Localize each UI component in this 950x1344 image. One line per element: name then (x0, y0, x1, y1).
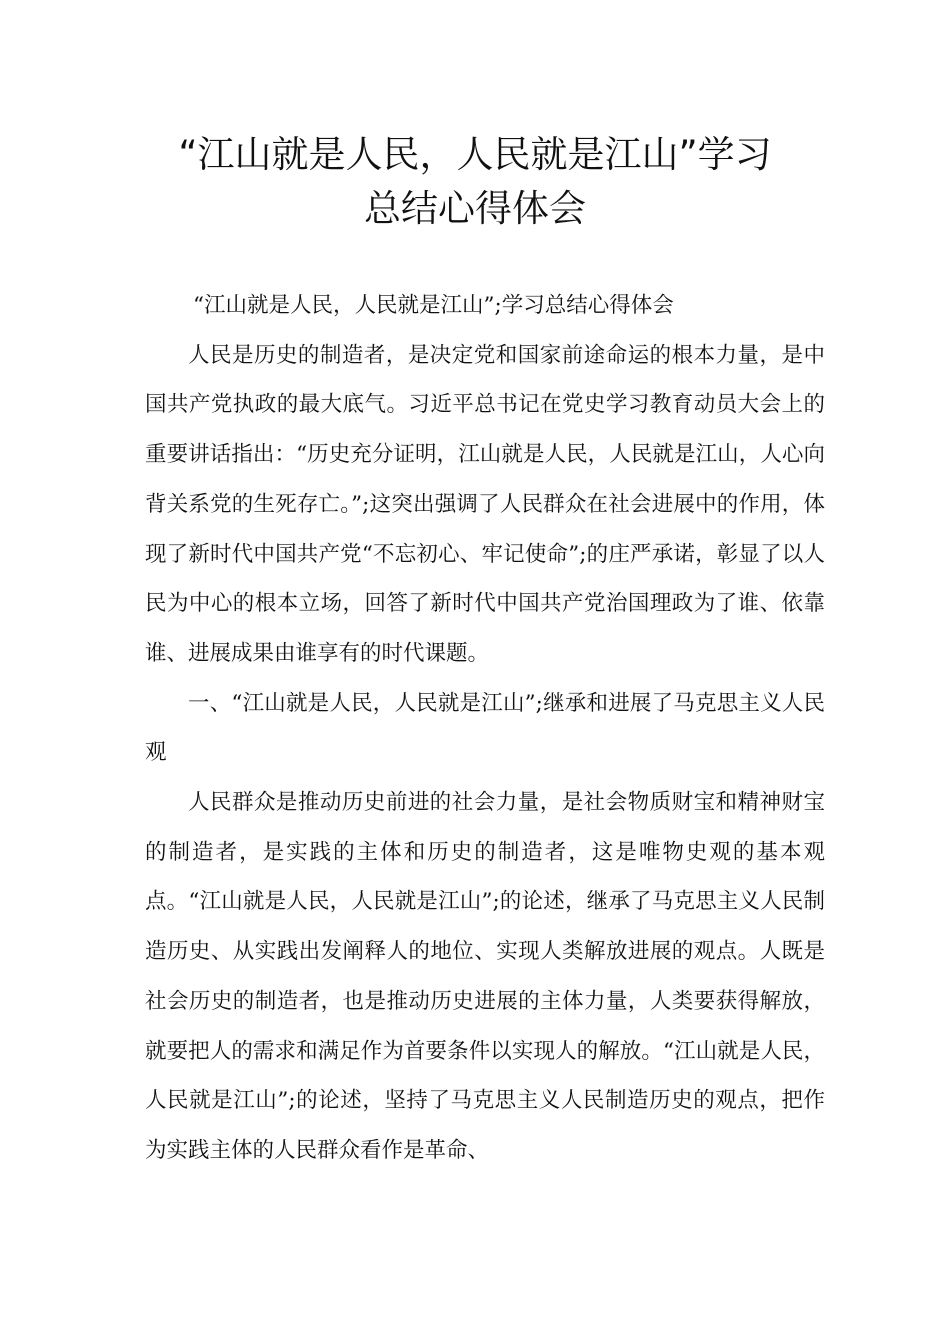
subtitle-paragraph: “江山就是人民，人民就是江山”;学习总结心得体会 (193, 293, 674, 318)
title-line-1: “江山就是人民，人民就是江山”学习 (178, 133, 772, 176)
body-paragraph-1: 人民是历史的制造者，是决定党和国家前途命运的根本力量，是中国共产党执政的最大底气。习近平总书记在党史学习教育动员大会上的重要讲话指出：“历史充分证明，江山就是人民，人民就是江山，人心向背关系党的生死存亡。”;这突出强调了人民群众在社会进展中的作用，体现了新时代中国共产党“不忘初心、牢记使命”;的庄严承诺，彰显了以人民为中心的根本立场，回答了新时代中国共产党治国理政为了谁、依靠谁、进展成果由谁享有的时代课题。 (145, 342, 825, 666)
document-body (145, 281, 825, 1176)
section-heading-1: 一、“江山就是人民，人民就是江山”;继承和进展了马克思主义人民观 (145, 690, 825, 766)
title-line-2: 总结心得体会 (364, 187, 586, 230)
body-paragraph-2: 人民群众是推动历史前进的社会力量，是社会物质财宝和精神财宝的制造者，是实践的主体和历史的制造者，这是唯物史观的基本观点。“江山就是人民，人民就是江山”;的论述，继承了马克思主义人民制造历史、从实践出发阐释人的地位、实现人类解放进展的观点。人既是社会历史的制造者，也是推动历史进展的主体力量，人类要获得解放，就要把人的需求和满足作为首要条件以实现人的解放。“江山就是人民，人民就是江山”;的论述，坚持了马克思主义人民制造历史的观点，把作为实践主体的人民群众看作是革命、 (145, 790, 825, 1163)
document-title (100, 128, 850, 236)
